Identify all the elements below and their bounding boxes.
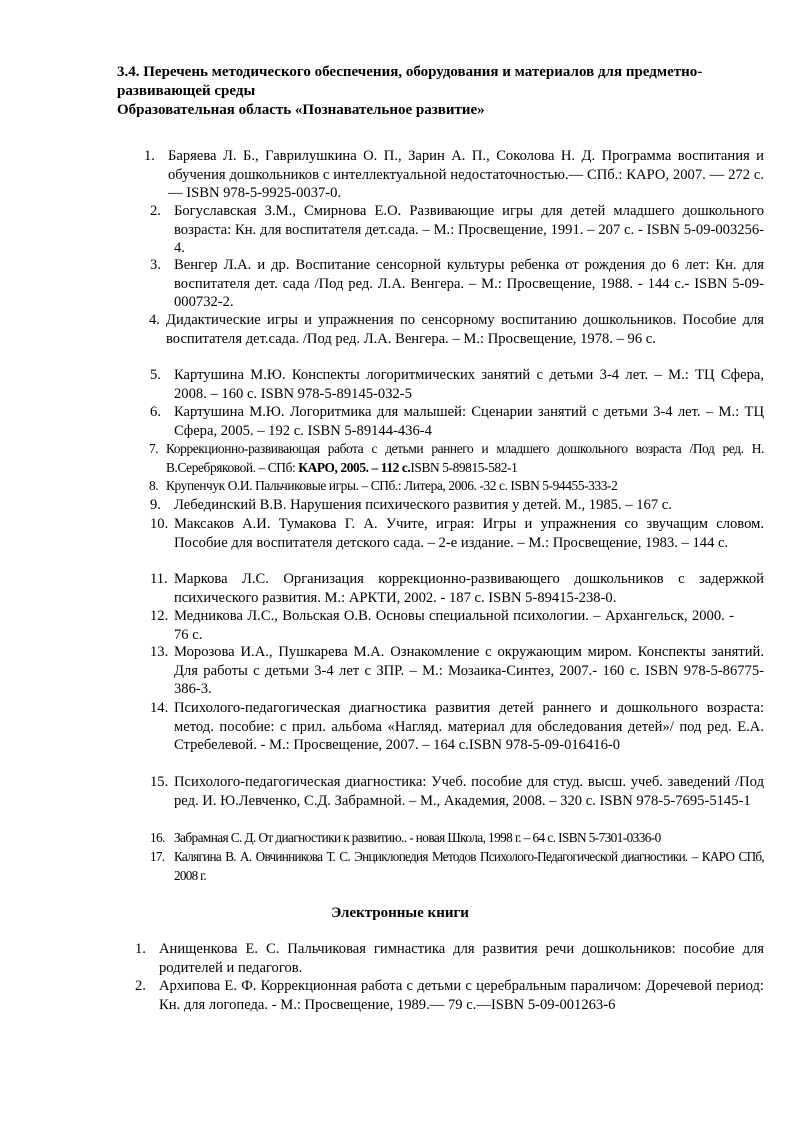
- list-item-text: Картушина М.Ю. Логоритмика для малышей: Сценарии занятий с детьми 3-4 лет. – М.: ТЦ Сфера, 2005. – 192 с. ISBN 5-89144-436-4: [174, 404, 764, 439]
- list-item-number: 5.: [150, 367, 161, 383]
- list-item: [149, 440, 764, 477]
- list-item-number: 16.: [150, 830, 165, 845]
- list-item-text: Забрамная С. Д. От диагностики к развитию.. - новая Школа, 1998 г. – 64 с. ISBN 5-7301-0336-0: [174, 830, 661, 845]
- list-item-number: 6.: [150, 404, 161, 420]
- list-item: [150, 848, 764, 885]
- list-item-number: 9.: [150, 497, 161, 513]
- list-item-text: Максаков А.И. Тумакова Г. А. Учите, играя: Игры и упражнения со звучащим словом. Пособие для воспитателя детского сада. – 2-е издание. – М.: Просвещение, 1983. – 144 с.: [174, 516, 764, 551]
- list-item-number: 11.: [150, 571, 168, 587]
- list-item: [150, 366, 764, 403]
- list-item-text: Лебединский В.В. Нарушения психического развития у детей. М., 1985. – 167 с.: [174, 497, 672, 513]
- list-item-text-bold: КАРО, 2005. – 112 с.: [298, 459, 411, 475]
- list-item-number: 15.: [150, 774, 169, 790]
- list-item-number: 13.: [150, 644, 169, 660]
- subsection-heading: Образовательная область «Познавательное развитие»: [117, 102, 485, 118]
- list-item-text: Маркова Л.С. Организация коррекционно-развивающего дошкольников с задержкой психического развития. М.: АРКТИ, 2002. - 187 с. ISBN 5-89415-238-0.: [174, 571, 764, 606]
- list-item-text: Дидактические игры и упражнения по сенсорному воспитанию дошкольников. Пособие для воспитателя дет.сада. /Под ред. Л.А. Венгера. – М.: Просвещение, 1978. – 96 с.: [166, 312, 764, 347]
- list-item-text: Баряева Л. Б., Гаврилушкина О. П., Зарин А. П., Соколова Н. Д. Программа воспитания и обучения дошкольников с интеллектуальной недостаточностью.— СПб.: КАРО, 2007. — 272 с. — ISBN 978-5-9925-0037-0.: [168, 148, 764, 202]
- list-item: [150, 773, 764, 810]
- section-heading: 3.4. Перечень методического обеспечения, оборудования и материалов для предметно-: [117, 64, 703, 80]
- list-item-isbn: ISBN 5-89815-582-1: [410, 459, 518, 475]
- list-item-text: Психолого-педагогическая диагностика: Учеб. пособие для студ. высш. учеб. заведений /Под ред. И. Ю.Левченко, С.Д. Забрамной. – М., Академия, 2008. – 320 с. ISBN 978-5-7695-5145-1: [174, 774, 764, 809]
- section-heading-continuation: развивающей среды: [117, 83, 256, 99]
- list-item-text: Медникова Л.С., Вольская О.В. Основы специальной психологии. – Архангельск, 2000. - 76 с.: [174, 608, 734, 643]
- list-item-text: Картушина М.Ю. Конспекты логоритмических занятий с детьми 3-4 лет. – М.: ТЦ Сфера, 2008. – 160 с. ISBN 978-5-89145-032-5: [174, 367, 764, 402]
- list-item: [150, 256, 764, 312]
- list-item-number: 1.: [144, 148, 155, 164]
- list-item-number: 3.: [150, 257, 161, 273]
- list-item-text: Психолого-педагогическая диагностика развития детей раннего и дошкольного возраста: метод. пособие: с прил. альбома «Нагляд. материал для обследования детей»/ под ред. Е.А. Стребелевой. - М.: Просвещение, 2007. – 164 с.ISBN 978-5-09-016416-0: [174, 700, 764, 754]
- list-item-number: 2.: [150, 203, 161, 219]
- list-item: [150, 202, 764, 258]
- list-item-text: Венгер Л.А. и др. Воспитание сенсорной культуры ребенка от рождения до 6 лет: Кн. для воспитателя дет. сада /Под ред. Л.А. Венгера. – М.: Просвещение, 1988. - 144 с.- ISBN 5-09-000732-2.: [174, 257, 764, 311]
- list-item-number: 17.: [150, 849, 165, 864]
- ebooks-heading: Электронные книги: [331, 905, 469, 921]
- list-item-number: 12.: [150, 608, 169, 624]
- list-item: [149, 311, 764, 348]
- list-item: [135, 940, 764, 977]
- list-item: [150, 570, 764, 607]
- list-item: [150, 829, 764, 848]
- list-item: [150, 403, 764, 440]
- list-item-number: 1.: [135, 941, 146, 957]
- list-item-number: 14.: [150, 700, 169, 716]
- list-item: [150, 607, 734, 644]
- list-item-text: Калягина В. А. Овчинникова Т. С. Энциклопедия Методов Психолого-Педагогической диагностики. – КАРО СПб, 2008 г.: [174, 849, 764, 883]
- list-item-text: Крупенчук О.И. Пальчиковые игры. – СПб.: Литера, 2006. -32 с. ISBN 5-94455-333-2: [166, 478, 618, 493]
- list-item: [149, 477, 764, 496]
- list-item-number: 10.: [150, 516, 169, 532]
- list-item-number: 7.: [149, 441, 159, 456]
- list-item: [150, 515, 764, 552]
- list-item-text: Архипова Е. Ф. Коррекционная работа с детьми с церебральным параличом: Доречевой период: Кн. для логопеда. - М.: Просвещение, 1989.— 79 с.—ISBN 5-09-001263-6: [159, 978, 764, 1013]
- list-item: [150, 699, 764, 755]
- list-item-number: 2.: [135, 978, 146, 994]
- list-item: [144, 147, 764, 203]
- list-item-text: Анищенкова Е. С. Пальчиковая гимнастика для развития речи дошкольников: пособие для родителей и педагогов.: [159, 941, 764, 976]
- list-item-text: Богуславская З.М., Смирнова Е.О. Развивающие игры для детей младшего дошкольного возраста: Кн. для воспитателя дет.сада. – М.: Просвещение, 1991. – 207 с. - ISBN 5-09-003256-4.: [174, 203, 764, 257]
- list-item-number: 4.: [149, 312, 160, 328]
- list-item: [135, 977, 764, 1014]
- list-item-text: Коррекционно-развивающая работа с детьми раннего и младшего дошкольного возраста /Под ред. Н. В.Серебряковой. – СПб:: [166, 441, 764, 475]
- list-item-text: Морозова И.А., Пушкарева М.А. Ознакомление с окружающим миром. Конспекты занятий. Для работы с детьми 3-4 лет с ЗПР. – М.: Мозаика-Синтез, 2007.- 160 с. ISBN 978-5-86775-386-3.: [174, 644, 764, 698]
- list-item-number: 8.: [149, 478, 159, 493]
- list-item: [150, 643, 764, 699]
- list-item: [150, 496, 764, 515]
